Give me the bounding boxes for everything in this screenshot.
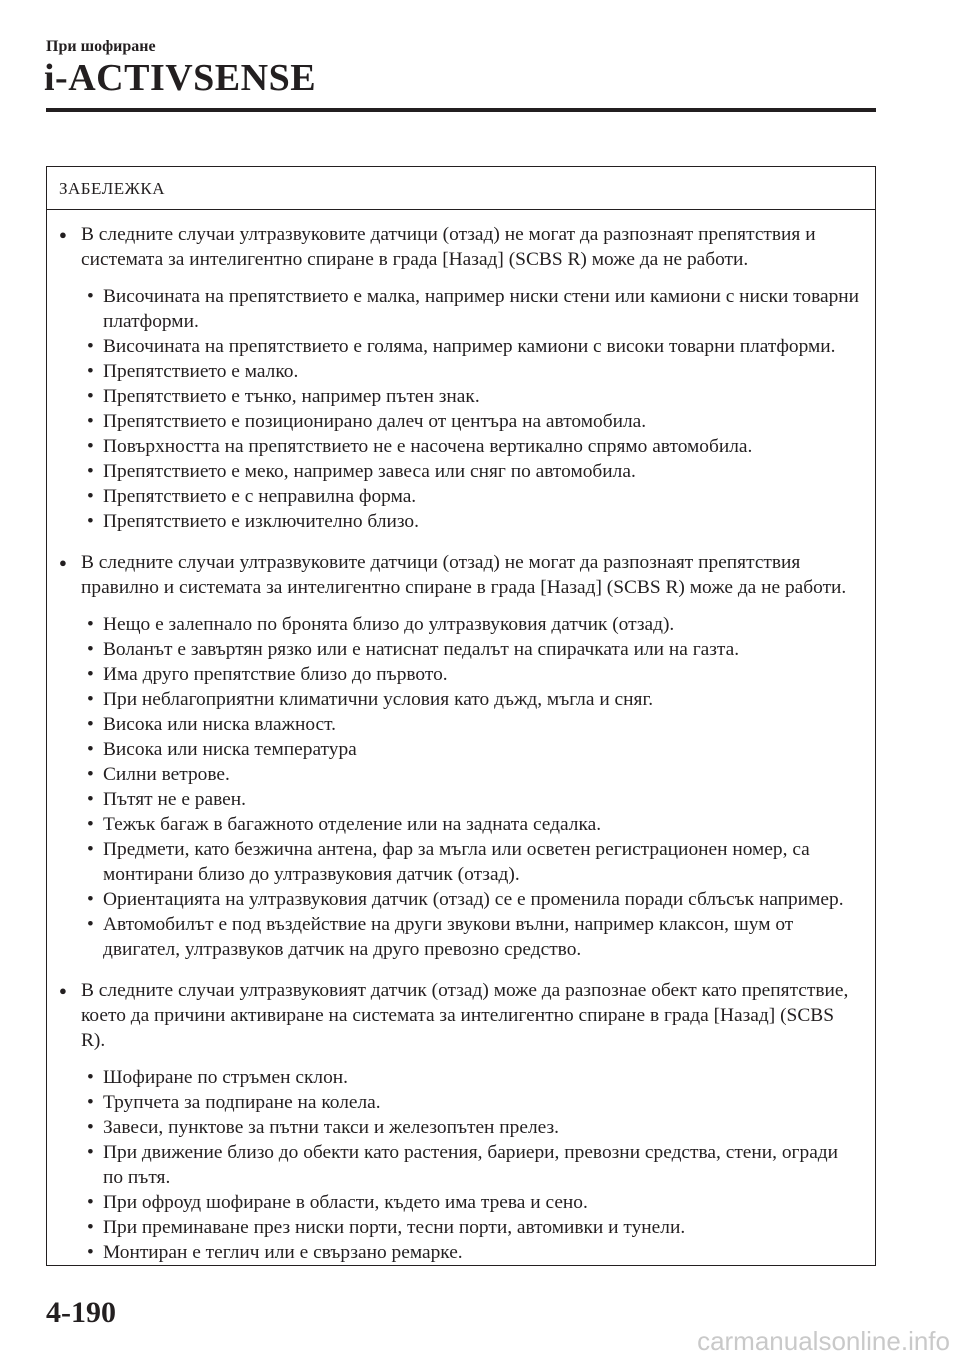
list-item — [81, 662, 861, 687]
sub-bullet-icon: • — [87, 436, 94, 457]
note-body — [47, 210, 875, 1265]
list-item — [81, 1065, 861, 1090]
sub-bullet-icon: • — [87, 739, 94, 760]
sub-bullet-icon: • — [87, 286, 94, 307]
list-item-text: Повърхността на препятствието не е насочена вертикално спрямо автомобила. — [103, 436, 753, 457]
list-item — [81, 837, 861, 887]
list-item — [81, 434, 861, 459]
note-group — [59, 550, 861, 962]
list-item — [81, 687, 861, 712]
sub-bullet-icon: • — [87, 336, 94, 357]
list-item-text: Височината на препятствието е голяма, например камиони с високи товарни платформи. — [103, 336, 836, 357]
list-item-text: Тежък багаж в багажното отделение или на задната седалка. — [103, 814, 602, 835]
main-bullet-icon: ● — [59, 555, 67, 570]
list-item-text: Препятствието е позиционирано далеч от центъра на автомобила. — [103, 411, 647, 432]
sub-bullet-icon: • — [87, 889, 94, 910]
list-item — [81, 284, 861, 334]
list-item — [81, 359, 861, 384]
list-item — [81, 1240, 861, 1265]
note-main-item — [59, 222, 861, 272]
sub-bullet-icon: • — [87, 839, 94, 860]
sub-bullet-icon: • — [87, 1217, 94, 1238]
list-item — [81, 509, 861, 534]
sub-bullet-icon: • — [87, 1242, 94, 1263]
list-item-text: При преминаване през ниски порти, тесни порти, автомивки и тунели. — [103, 1217, 686, 1238]
sub-bullet-icon: • — [87, 511, 94, 532]
list-item — [81, 912, 861, 962]
list-item — [81, 1115, 861, 1140]
sub-bullet-icon: • — [87, 1142, 94, 1163]
note-box — [46, 166, 876, 1266]
list-item — [81, 459, 861, 484]
list-item — [81, 787, 861, 812]
sub-bullet-icon: • — [87, 639, 94, 660]
list-item-text: Има друго препятствие близо до първото. — [103, 664, 448, 685]
note-main-text: В следните случаи ултразвуковият датчик (отзад) може да разпознае обект като препятствие, което да причини активиране на системата за интелигентно спиране в града [Назад] (SCBS R). — [81, 980, 849, 1051]
list-item — [81, 1090, 861, 1115]
list-item — [81, 409, 861, 434]
sub-bullet-icon: • — [87, 664, 94, 685]
list-item-text: Препятствието е тънко, например пътен знак. — [103, 386, 480, 407]
list-item-text: Пътят не е равен. — [103, 789, 246, 810]
list-item-text: Ориентацията на ултразвуковия датчик (отзад) се е променила поради сблъсък например. — [103, 889, 844, 910]
note-sub-list — [59, 1065, 861, 1265]
sub-bullet-icon: • — [87, 789, 94, 810]
list-item-text: Нещо е залепнало по бронята близо до ултразвуковия датчик (отзад). — [103, 614, 675, 635]
list-item — [81, 887, 861, 912]
sub-bullet-icon: • — [87, 486, 94, 507]
note-sub-list — [59, 284, 861, 534]
sub-bullet-icon: • — [87, 1192, 94, 1213]
watermark-text: carmanualsonline.info — [697, 1326, 950, 1356]
sub-bullet-icon: • — [87, 914, 94, 935]
sub-bullet-icon: • — [87, 1092, 94, 1113]
list-item — [81, 637, 861, 662]
list-item-text: Трупчета за подпиране на колела. — [103, 1092, 381, 1113]
list-item-text: Височината на препятствието е малка, например ниски стени или камиони с ниски товарни платформи. — [103, 286, 860, 332]
list-item-text: Шофиране по стръмен склон. — [103, 1067, 349, 1088]
list-item — [81, 1215, 861, 1240]
page-title: i-ACTIVSENSE — [44, 57, 317, 99]
note-main-item — [59, 550, 861, 600]
sub-bullet-icon: • — [87, 461, 94, 482]
note-main-text: В следните случаи ултразвуковите датчици (отзад) не могат да разпознаят препятствия правилно и системата за интелигентно спиране в града [Назад] (SCBS R) може да не работи. — [81, 552, 847, 598]
note-main-item — [59, 978, 861, 1053]
title-divider — [46, 108, 876, 112]
sub-bullet-icon: • — [87, 614, 94, 635]
section-label: При шофиране — [46, 38, 156, 55]
sub-bullet-icon: • — [87, 1067, 94, 1088]
list-item — [81, 384, 861, 409]
note-header: ЗАБЕЛЕЖКА — [47, 167, 875, 210]
list-item-text: Препятствието е малко. — [103, 361, 299, 382]
list-item-text: Препятствието е меко, например завеса или сняг по автомобила. — [103, 461, 636, 482]
note-sub-list — [59, 612, 861, 962]
list-item — [81, 712, 861, 737]
list-item-text: При офроуд шофиране в области, където има трева и сено. — [103, 1192, 588, 1213]
note-main-text: В следните случаи ултразвуковите датчици (отзад) не могат да разпознаят препятствия и системата за интелигентно спиране в града [Назад] (SCBS R) може да не работи. — [81, 224, 816, 270]
list-item-text: Силни ветрове. — [103, 764, 230, 785]
list-item-text: Препятствието е изключително близо. — [103, 511, 419, 532]
list-item — [81, 1140, 861, 1190]
sub-bullet-icon: • — [87, 689, 94, 710]
sub-bullet-icon: • — [87, 411, 94, 432]
list-item — [81, 612, 861, 637]
list-item-text: При неблагоприятни климатични условия като дъжд, мъгла и сняг. — [103, 689, 654, 710]
list-item — [81, 334, 861, 359]
list-item — [81, 737, 861, 762]
list-item-text: Висока или ниска влажност. — [103, 714, 337, 735]
note-group — [59, 222, 861, 534]
sub-bullet-icon: • — [87, 361, 94, 382]
list-item-text: При движение близо до обекти като растения, бариери, превозни средства, стени, огради по пътя. — [103, 1142, 839, 1188]
list-item-text: Предмети, като безжична антена, фар за мъгла или осветен регистрационен номер, са монтирани близо до ултразвуковия датчик (отзад). — [103, 839, 810, 885]
list-item — [81, 762, 861, 787]
sub-bullet-icon: • — [87, 1117, 94, 1138]
list-item-text: Препятствието е с неправилна форма. — [103, 486, 417, 507]
list-item-text: Автомобилът е под въздействие на други звукови вълни, например клаксон, шум от двигател, ултразвуков датчик на друго превозно средство. — [103, 914, 794, 960]
sub-bullet-icon: • — [87, 814, 94, 835]
sub-bullet-icon: • — [87, 714, 94, 735]
list-item-text: Завеси, пунктове за пътни такси и железопътен прелез. — [103, 1117, 559, 1138]
list-item-text: Монтиран е теглич или е свързано ремарке. — [103, 1242, 463, 1263]
note-group — [59, 978, 861, 1265]
list-item-text: Висока или ниска температура — [103, 739, 357, 760]
list-item — [81, 484, 861, 509]
list-item — [81, 1190, 861, 1215]
main-bullet-icon: ● — [59, 227, 67, 242]
list-item-text: Воланът е завъртян рязко или е натиснат педалът на спирачката или на газта. — [103, 639, 740, 660]
sub-bullet-icon: • — [87, 764, 94, 785]
main-bullet-icon: ● — [59, 983, 67, 998]
sub-bullet-icon: • — [87, 386, 94, 407]
list-item — [81, 812, 861, 837]
page-number: 4-190 — [46, 1296, 116, 1329]
